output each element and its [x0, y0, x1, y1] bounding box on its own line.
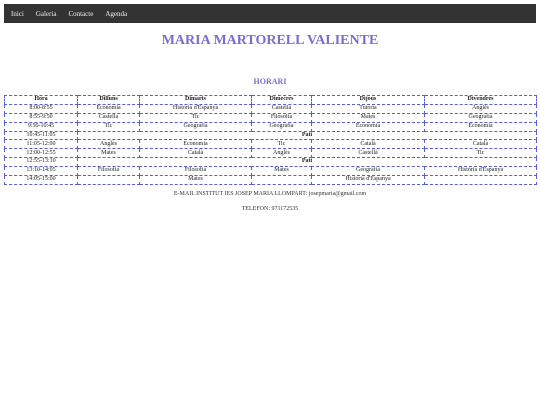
time-cell: 12:55-13:10: [5, 158, 78, 167]
subject-cell: Català: [140, 149, 252, 158]
subject-cell: Història d'Espanya: [425, 167, 537, 176]
schedule-header-row: [5, 96, 537, 105]
subject-cell: Tic: [78, 122, 140, 131]
time-cell: 13:10-14:05: [5, 167, 78, 176]
subject-cell: [425, 176, 537, 185]
subject-cell: [78, 176, 140, 185]
table-row: [5, 176, 537, 185]
subject-cell: Geografia: [140, 122, 252, 131]
subject-cell: Economia: [78, 104, 140, 113]
time-cell: 10:45-11:05: [5, 131, 78, 140]
table-row: [5, 122, 537, 131]
subject-cell: Mates: [312, 113, 425, 122]
header-divendres: Divendres: [425, 96, 537, 105]
schedule-body: [5, 104, 537, 184]
break-cell: Pati: [78, 131, 537, 140]
contact-phone: TELEFON: 971172535: [241, 206, 299, 212]
subject-cell: Economia: [312, 122, 425, 131]
subject-cell: Mates: [78, 149, 140, 158]
table-row: [5, 104, 537, 113]
time-cell: 14:05-15:00: [5, 176, 78, 185]
subject-cell: Història d'Espanya: [140, 104, 252, 113]
subject-cell: Tic: [425, 149, 537, 158]
subject-cell: Anglès: [425, 104, 537, 113]
header-hora: Hora: [5, 96, 78, 105]
table-row: [5, 113, 537, 122]
subject-cell: Filosofia: [78, 167, 140, 176]
time-cell: 8:00-8:55: [5, 104, 78, 113]
top-navbar: [4, 4, 536, 23]
table-row: [5, 167, 537, 176]
subject-cell: [252, 176, 312, 185]
subject-cell: Economia: [425, 122, 537, 131]
subject-cell: Filosofia: [140, 167, 252, 176]
page-title: MARIA MARTORELL VALIENTE: [161, 33, 379, 48]
subject-cell: Català: [425, 140, 537, 149]
table-row: [5, 149, 537, 158]
time-cell: 11:05-12:00: [5, 140, 78, 149]
break-cell: Pati: [78, 158, 537, 167]
subject-cell: Català: [312, 140, 425, 149]
break-row: [5, 131, 537, 140]
subject-cell: Tic: [252, 140, 312, 149]
subject-cell: Mates: [140, 176, 252, 185]
nav-link-contacte[interactable]: Contacte: [68, 9, 94, 18]
time-cell: 12:00-12:55: [5, 149, 78, 158]
subject-cell: Anglès: [78, 140, 140, 149]
subject-cell: Castella: [78, 113, 140, 122]
subject-cell: Història d'Espanya: [312, 176, 425, 185]
schedule-table: [4, 95, 537, 185]
subject-cell: Filosofia: [252, 113, 312, 122]
header-dimarts: Dimarts: [140, 96, 252, 105]
subject-cell: Castellà: [312, 149, 425, 158]
table-row: [5, 140, 537, 149]
subject-cell: Tutoria: [312, 104, 425, 113]
subject-cell: Anglès: [252, 149, 312, 158]
nav-link-inici[interactable]: Inici: [11, 9, 24, 18]
subject-cell: Economia: [140, 140, 252, 149]
nav-link-agenda[interactable]: Agenda: [105, 9, 128, 18]
subject-cell: Tic: [140, 113, 252, 122]
subject-cell: Castellà: [252, 104, 312, 113]
subject-cell: Geografia: [425, 113, 537, 122]
nav-link-galeria[interactable]: Galeria: [35, 9, 57, 18]
header-dijous: Dijous: [312, 96, 425, 105]
contact-email: E-MAIL INSTITUT IES JOSEP MARIA LLOMPART: josepmaria@gmail.com: [173, 191, 367, 197]
subject-cell: Mates: [252, 167, 312, 176]
schedule-title: HORARI: [253, 77, 287, 86]
break-row: [5, 158, 537, 167]
header-dimecres: Dimecres: [252, 96, 312, 105]
time-cell: 9:50-10:45: [5, 122, 78, 131]
subject-cell: Geografia: [252, 122, 312, 131]
header-dilluns: Dilluns: [78, 96, 140, 105]
time-cell: 8:55-9:50: [5, 113, 78, 122]
subject-cell: Geografia: [312, 167, 425, 176]
